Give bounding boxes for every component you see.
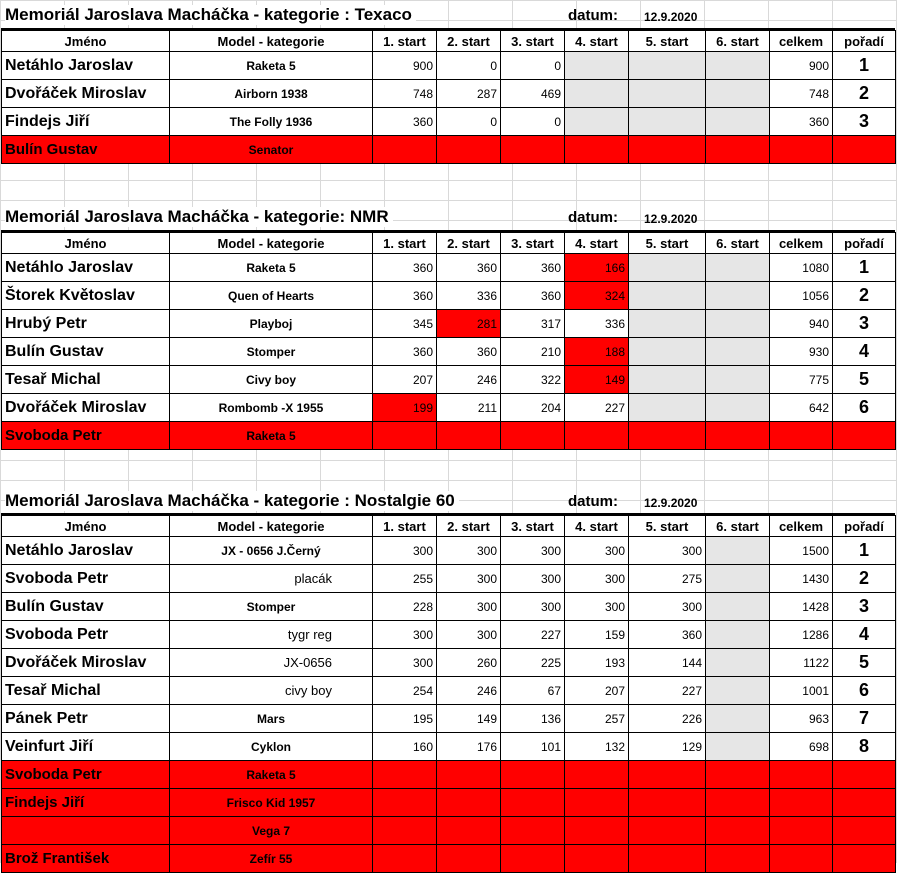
cell-start-1[interactable] <box>373 761 437 789</box>
cell-name[interactable]: Netáhlo Jaroslav <box>2 537 170 565</box>
cell-start-1[interactable]: 360 <box>373 108 437 136</box>
cell-start-5[interactable]: 129 <box>629 733 706 761</box>
results-table-nostalgie <box>1 515 896 873</box>
cell-name[interactable]: Hrubý Petr <box>2 310 170 338</box>
table-row <box>2 593 896 621</box>
cell-model[interactable]: Playboj <box>170 310 373 338</box>
cell-total[interactable]: 1430 <box>770 565 833 593</box>
table-row-disqualified <box>2 789 896 817</box>
cell-rank[interactable]: 5 <box>833 649 896 677</box>
cell-start-4[interactable]: 300 <box>565 593 629 621</box>
col-header-model[interactable]: Model - kategorie <box>170 516 373 537</box>
cell-name[interactable]: Bulín Gustav <box>2 338 170 366</box>
col-header-start-4[interactable]: 4. start <box>565 516 629 537</box>
cell-start-5[interactable]: 360 <box>629 621 706 649</box>
cell-rank[interactable]: 6 <box>833 677 896 705</box>
cell-total[interactable]: 698 <box>770 733 833 761</box>
cell-start-2[interactable]: 300 <box>437 537 501 565</box>
cell-start-5[interactable] <box>629 338 706 366</box>
cell-rank[interactable] <box>833 761 896 789</box>
col-header-start-5[interactable]: 5. start <box>629 516 706 537</box>
cell-start-5[interactable] <box>629 366 706 394</box>
cell-start-5[interactable] <box>629 254 706 282</box>
cell-start-5[interactable] <box>629 845 706 873</box>
col-header-start-5[interactable]: 5. start <box>629 233 706 254</box>
cell-start-5[interactable] <box>629 789 706 817</box>
cell-start-3[interactable]: 0 <box>501 52 565 80</box>
cell-start-2[interactable] <box>437 789 501 817</box>
cell-start-6[interactable] <box>706 310 770 338</box>
cell-start-2[interactable]: 0 <box>437 52 501 80</box>
cell-start-5[interactable] <box>629 310 706 338</box>
cell-start-4[interactable]: 193 <box>565 649 629 677</box>
cell-rank[interactable] <box>833 789 896 817</box>
cell-model[interactable]: placák <box>170 565 373 593</box>
cell-start-1[interactable]: 900 <box>373 52 437 80</box>
cell-start-4[interactable] <box>565 845 629 873</box>
cell-rank[interactable] <box>833 136 896 164</box>
cell-start-6[interactable] <box>706 136 770 164</box>
cell-start-4[interactable]: 159 <box>565 621 629 649</box>
cell-start-1[interactable] <box>373 845 437 873</box>
cell-rank[interactable] <box>833 845 896 873</box>
cell-start-4[interactable] <box>565 80 629 108</box>
col-header-name[interactable]: Jméno <box>2 233 170 254</box>
col-header-start-6[interactable]: 6. start <box>706 31 770 52</box>
cell-start-5[interactable] <box>629 282 706 310</box>
cell-name[interactable]: Veinfurt Jiří <box>2 733 170 761</box>
table-row <box>2 254 896 282</box>
cell-name[interactable]: Findejs Jiří <box>2 108 170 136</box>
cell-start-4-discarded[interactable]: 188 <box>565 338 629 366</box>
cell-total[interactable]: 775 <box>770 366 833 394</box>
cell-model[interactable]: Raketa 5 <box>170 761 373 789</box>
cell-start-6[interactable] <box>706 108 770 136</box>
section-title: Memoriál Jaroslava Macháčka - kategorie : Texaco <box>5 5 416 25</box>
cell-start-1[interactable]: 360 <box>373 282 437 310</box>
cell-start-2[interactable] <box>437 761 501 789</box>
cell-start-5[interactable] <box>629 52 706 80</box>
cell-start-3[interactable] <box>501 761 565 789</box>
cell-name[interactable]: Svoboda Petr <box>2 565 170 593</box>
cell-start-4[interactable] <box>565 52 629 80</box>
col-header-start-3[interactable]: 3. start <box>501 516 565 537</box>
cell-start-1-discarded[interactable]: 199 <box>373 394 437 422</box>
cell-total[interactable]: 930 <box>770 338 833 366</box>
col-header-rank[interactable]: pořadí <box>833 31 896 52</box>
cell-start-1[interactable]: 300 <box>373 621 437 649</box>
cell-start-1[interactable] <box>373 422 437 450</box>
cell-start-1[interactable]: 748 <box>373 80 437 108</box>
date-value: 12.9.2020 <box>644 496 698 510</box>
table-row-disqualified <box>2 817 896 845</box>
cell-start-2[interactable]: 0 <box>437 108 501 136</box>
cell-start-2[interactable] <box>437 845 501 873</box>
cell-start-2[interactable]: 360 <box>437 338 501 366</box>
cell-start-4-discarded[interactable]: 166 <box>565 254 629 282</box>
cell-model[interactable]: The Folly 1936 <box>170 108 373 136</box>
cell-model[interactable]: Cyklon <box>170 733 373 761</box>
results-table-texaco <box>1 30 896 164</box>
cell-start-6[interactable] <box>706 422 770 450</box>
cell-model[interactable]: civy boy <box>170 677 373 705</box>
cell-total[interactable] <box>770 845 833 873</box>
cell-start-3[interactable]: 322 <box>501 366 565 394</box>
cell-total[interactable] <box>770 136 833 164</box>
cell-start-3[interactable] <box>501 817 565 845</box>
cell-model[interactable]: JX-0656 <box>170 649 373 677</box>
table-row <box>2 108 896 136</box>
cell-total[interactable] <box>770 422 833 450</box>
cell-start-1[interactable]: 254 <box>373 677 437 705</box>
cell-start-3[interactable]: 300 <box>501 593 565 621</box>
cell-rank[interactable]: 2 <box>833 565 896 593</box>
cell-name[interactable]: Svoboda Petr <box>2 422 170 450</box>
cell-start-4[interactable] <box>565 761 629 789</box>
cell-rank[interactable]: 2 <box>833 80 896 108</box>
cell-start-3[interactable] <box>501 845 565 873</box>
cell-rank[interactable]: 3 <box>833 310 896 338</box>
col-header-start-3[interactable]: 3. start <box>501 31 565 52</box>
cell-start-2[interactable]: 246 <box>437 366 501 394</box>
col-header-total[interactable]: celkem <box>770 233 833 254</box>
cell-start-6[interactable] <box>706 761 770 789</box>
col-header-name[interactable]: Jméno <box>2 516 170 537</box>
cell-start-3[interactable]: 227 <box>501 621 565 649</box>
col-header-start-2[interactable]: 2. start <box>437 233 501 254</box>
table-row <box>2 677 896 705</box>
cell-start-1[interactable]: 160 <box>373 733 437 761</box>
cell-start-6[interactable] <box>706 254 770 282</box>
table-row <box>2 52 896 80</box>
cell-start-2[interactable]: 300 <box>437 621 501 649</box>
cell-name[interactable]: Štorek Květoslav <box>2 282 170 310</box>
table-row-disqualified <box>2 761 896 789</box>
cell-start-2[interactable]: 300 <box>437 565 501 593</box>
cell-start-4[interactable]: 207 <box>565 677 629 705</box>
cell-rank[interactable]: 4 <box>833 338 896 366</box>
cell-start-5[interactable] <box>629 817 706 845</box>
cell-model[interactable]: Airborn 1938 <box>170 80 373 108</box>
cell-total[interactable] <box>770 789 833 817</box>
cell-start-5[interactable]: 226 <box>629 705 706 733</box>
col-header-start-6[interactable]: 6. start <box>706 233 770 254</box>
date-value: 12.9.2020 <box>644 10 698 24</box>
cell-start-6[interactable] <box>706 366 770 394</box>
cell-model[interactable]: Vega 7 <box>170 817 373 845</box>
cell-start-6[interactable] <box>706 593 770 621</box>
cell-name[interactable]: Bulín Gustav <box>2 136 170 164</box>
cell-start-1[interactable]: 360 <box>373 254 437 282</box>
table-row <box>2 705 896 733</box>
date-label: datum: <box>568 493 618 510</box>
cell-start-2[interactable] <box>437 817 501 845</box>
cell-name[interactable]: Netáhlo Jaroslav <box>2 254 170 282</box>
cell-start-3[interactable] <box>501 789 565 817</box>
cell-rank[interactable]: 6 <box>833 394 896 422</box>
header-row <box>2 31 896 52</box>
date-label: datum: <box>568 209 618 226</box>
cell-start-5[interactable] <box>629 108 706 136</box>
cell-start-3[interactable]: 360 <box>501 282 565 310</box>
cell-model[interactable]: Zefír 55 <box>170 845 373 873</box>
col-header-start-1[interactable]: 1. start <box>373 31 437 52</box>
cell-start-2[interactable]: 300 <box>437 593 501 621</box>
cell-start-2[interactable]: 336 <box>437 282 501 310</box>
cell-start-4-discarded[interactable]: 149 <box>565 366 629 394</box>
table-row <box>2 537 896 565</box>
col-header-start-4[interactable]: 4. start <box>565 31 629 52</box>
cell-start-5[interactable] <box>629 422 706 450</box>
cell-name[interactable]: Findejs Jiří <box>2 789 170 817</box>
cell-start-6[interactable] <box>706 52 770 80</box>
cell-start-4[interactable]: 257 <box>565 705 629 733</box>
cell-start-6[interactable] <box>706 621 770 649</box>
cell-model[interactable]: Rombomb -X 1955 <box>170 394 373 422</box>
col-header-name[interactable]: Jméno <box>2 31 170 52</box>
cell-start-4[interactable]: 300 <box>565 537 629 565</box>
cell-name[interactable]: Svoboda Petr <box>2 761 170 789</box>
cell-model[interactable]: Stomper <box>170 338 373 366</box>
cell-name[interactable]: Netáhlo Jaroslav <box>2 52 170 80</box>
cell-name[interactable]: Dvořáček Miroslav <box>2 80 170 108</box>
col-header-model[interactable]: Model - kategorie <box>170 233 373 254</box>
header-row <box>2 516 896 537</box>
cell-total[interactable]: 642 <box>770 394 833 422</box>
cell-start-5[interactable]: 300 <box>629 593 706 621</box>
cell-start-6[interactable] <box>706 817 770 845</box>
cell-start-2[interactable]: 176 <box>437 733 501 761</box>
col-header-rank[interactable]: pořadí <box>833 233 896 254</box>
cell-start-4[interactable]: 227 <box>565 394 629 422</box>
cell-start-3[interactable]: 67 <box>501 677 565 705</box>
table-row <box>2 310 896 338</box>
cell-name[interactable]: Dvořáček Miroslav <box>2 394 170 422</box>
cell-total[interactable]: 900 <box>770 52 833 80</box>
cell-start-4[interactable] <box>565 817 629 845</box>
col-header-total[interactable]: celkem <box>770 516 833 537</box>
cell-model[interactable]: JX - 0656 J.Černý <box>170 537 373 565</box>
cell-total[interactable]: 940 <box>770 310 833 338</box>
col-header-start-1[interactable]: 1. start <box>373 233 437 254</box>
cell-start-6[interactable] <box>706 338 770 366</box>
cell-rank[interactable]: 1 <box>833 537 896 565</box>
col-header-start-5[interactable]: 5. start <box>629 31 706 52</box>
cell-model[interactable]: Frisco Kid 1957 <box>170 789 373 817</box>
cell-start-3[interactable]: 210 <box>501 338 565 366</box>
col-header-start-2[interactable]: 2. start <box>437 516 501 537</box>
cell-start-5[interactable]: 227 <box>629 677 706 705</box>
cell-total[interactable]: 1500 <box>770 537 833 565</box>
col-header-total[interactable]: celkem <box>770 31 833 52</box>
cell-model[interactable]: Mars <box>170 705 373 733</box>
cell-start-4[interactable] <box>565 789 629 817</box>
table-row <box>2 80 896 108</box>
cell-total[interactable]: 360 <box>770 108 833 136</box>
cell-rank[interactable]: 4 <box>833 621 896 649</box>
table-row <box>2 394 896 422</box>
cell-rank[interactable]: 5 <box>833 366 896 394</box>
cell-total[interactable]: 963 <box>770 705 833 733</box>
col-header-rank[interactable]: pořadí <box>833 516 896 537</box>
cell-start-6[interactable] <box>706 705 770 733</box>
cell-start-3[interactable]: 469 <box>501 80 565 108</box>
cell-start-3[interactable]: 225 <box>501 649 565 677</box>
cell-total[interactable]: 748 <box>770 80 833 108</box>
cell-start-3[interactable]: 0 <box>501 108 565 136</box>
cell-start-4-discarded[interactable]: 324 <box>565 282 629 310</box>
cell-start-6[interactable] <box>706 845 770 873</box>
cell-start-1[interactable]: 228 <box>373 593 437 621</box>
col-header-start-2[interactable]: 2. start <box>437 31 501 52</box>
cell-name[interactable]: Bulín Gustav <box>2 593 170 621</box>
cell-start-6[interactable] <box>706 394 770 422</box>
cell-start-4[interactable]: 300 <box>565 565 629 593</box>
cell-rank[interactable]: 7 <box>833 705 896 733</box>
cell-rank[interactable]: 8 <box>833 733 896 761</box>
cell-start-6[interactable] <box>706 565 770 593</box>
cell-start-1[interactable]: 345 <box>373 310 437 338</box>
cell-model[interactable]: Stomper <box>170 593 373 621</box>
col-header-start-4[interactable]: 4. start <box>565 233 629 254</box>
table-row <box>2 621 896 649</box>
cell-model[interactable]: Raketa 5 <box>170 52 373 80</box>
cell-rank[interactable]: 3 <box>833 593 896 621</box>
cell-total[interactable]: 1080 <box>770 254 833 282</box>
cell-model[interactable]: Civy boy <box>170 366 373 394</box>
cell-model[interactable]: tygr reg <box>170 621 373 649</box>
cell-start-3[interactable]: 300 <box>501 565 565 593</box>
date-value: 12.9.2020 <box>644 212 698 226</box>
cell-start-6[interactable] <box>706 282 770 310</box>
cell-name[interactable] <box>2 817 170 845</box>
cell-start-4[interactable] <box>565 422 629 450</box>
cell-start-1[interactable]: 207 <box>373 366 437 394</box>
cell-start-4[interactable] <box>565 108 629 136</box>
cell-start-2[interactable]: 211 <box>437 394 501 422</box>
cell-start-1[interactable]: 300 <box>373 537 437 565</box>
cell-total[interactable]: 1001 <box>770 677 833 705</box>
results-table-nmr <box>1 232 896 450</box>
cell-start-1[interactable] <box>373 789 437 817</box>
table-row <box>2 282 896 310</box>
cell-start-1[interactable]: 300 <box>373 649 437 677</box>
cell-start-6[interactable] <box>706 537 770 565</box>
cell-start-3[interactable]: 204 <box>501 394 565 422</box>
cell-start-6[interactable] <box>706 80 770 108</box>
cell-start-3[interactable]: 101 <box>501 733 565 761</box>
cell-start-4[interactable] <box>565 136 629 164</box>
date-label: datum: <box>568 7 618 24</box>
cell-start-6[interactable] <box>706 733 770 761</box>
table-row-disqualified <box>2 136 896 164</box>
cell-rank[interactable] <box>833 817 896 845</box>
table-row-disqualified <box>2 422 896 450</box>
cell-start-3[interactable]: 300 <box>501 537 565 565</box>
cell-rank[interactable]: 3 <box>833 108 896 136</box>
cell-start-5[interactable]: 275 <box>629 565 706 593</box>
cell-start-5[interactable] <box>629 761 706 789</box>
cell-model[interactable]: Quen of Hearts <box>170 282 373 310</box>
cell-total[interactable] <box>770 817 833 845</box>
cell-rank[interactable]: 1 <box>833 52 896 80</box>
table-row-disqualified <box>2 845 896 873</box>
table-row <box>2 366 896 394</box>
cell-model[interactable]: Raketa 5 <box>170 254 373 282</box>
cell-start-2[interactable]: 260 <box>437 649 501 677</box>
cell-start-1[interactable] <box>373 136 437 164</box>
col-header-model[interactable]: Model - kategorie <box>170 31 373 52</box>
cell-start-5[interactable] <box>629 80 706 108</box>
section-title: Memoriál Jaroslava Macháčka - kategorie: NMR <box>5 207 393 227</box>
cell-start-2-discarded[interactable]: 281 <box>437 310 501 338</box>
cell-start-5[interactable] <box>629 136 706 164</box>
cell-total[interactable]: 1122 <box>770 649 833 677</box>
cell-start-4[interactable]: 336 <box>565 310 629 338</box>
cell-rank[interactable] <box>833 422 896 450</box>
cell-total[interactable]: 1428 <box>770 593 833 621</box>
cell-total[interactable]: 1286 <box>770 621 833 649</box>
cell-start-3[interactable]: 360 <box>501 254 565 282</box>
cell-start-1[interactable]: 195 <box>373 705 437 733</box>
cell-start-1[interactable]: 255 <box>373 565 437 593</box>
header-row <box>2 233 896 254</box>
cell-start-1[interactable] <box>373 817 437 845</box>
cell-name[interactable]: Brož František <box>2 845 170 873</box>
col-header-start-6[interactable]: 6. start <box>706 516 770 537</box>
table-row <box>2 733 896 761</box>
cell-name[interactable]: Svoboda Petr <box>2 621 170 649</box>
table-row <box>2 649 896 677</box>
cell-start-5[interactable]: 300 <box>629 537 706 565</box>
cell-start-2[interactable]: 149 <box>437 705 501 733</box>
cell-start-6[interactable] <box>706 677 770 705</box>
cell-start-2[interactable]: 246 <box>437 677 501 705</box>
cell-start-3[interactable]: 136 <box>501 705 565 733</box>
cell-start-2[interactable] <box>437 136 501 164</box>
cell-start-4[interactable]: 132 <box>565 733 629 761</box>
cell-start-5[interactable] <box>629 394 706 422</box>
cell-rank[interactable]: 2 <box>833 282 896 310</box>
cell-start-1[interactable]: 360 <box>373 338 437 366</box>
cell-rank[interactable]: 1 <box>833 254 896 282</box>
cell-start-2[interactable] <box>437 422 501 450</box>
cell-start-6[interactable] <box>706 649 770 677</box>
cell-model[interactable]: Senator <box>170 136 373 164</box>
cell-start-3[interactable]: 317 <box>501 310 565 338</box>
col-header-start-3[interactable]: 3. start <box>501 233 565 254</box>
cell-name[interactable]: Tesař Michal <box>2 366 170 394</box>
table-row <box>2 338 896 366</box>
cell-start-2[interactable]: 360 <box>437 254 501 282</box>
cell-name[interactable]: Tesař Michal <box>2 677 170 705</box>
cell-start-3[interactable] <box>501 422 565 450</box>
cell-start-5[interactable]: 144 <box>629 649 706 677</box>
section-title: Memoriál Jaroslava Macháčka - kategorie : Nostalgie 60 <box>5 491 459 511</box>
cell-start-6[interactable] <box>706 789 770 817</box>
cell-start-2[interactable]: 287 <box>437 80 501 108</box>
cell-name[interactable]: Dvořáček Miroslav <box>2 649 170 677</box>
table-row <box>2 565 896 593</box>
col-header-start-1[interactable]: 1. start <box>373 516 437 537</box>
cell-model[interactable]: Raketa 5 <box>170 422 373 450</box>
cell-total[interactable] <box>770 761 833 789</box>
cell-name[interactable]: Pánek Petr <box>2 705 170 733</box>
cell-total[interactable]: 1056 <box>770 282 833 310</box>
cell-start-3[interactable] <box>501 136 565 164</box>
